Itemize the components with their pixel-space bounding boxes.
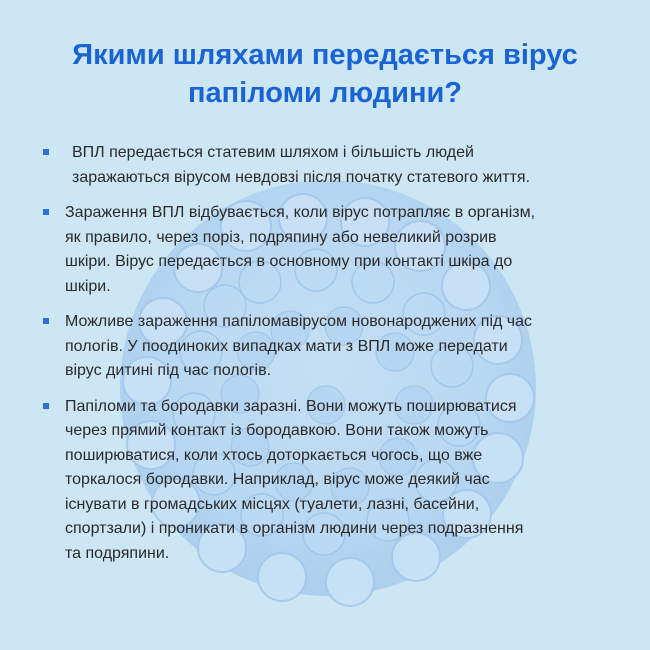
text-line: заражаються вірусом невдовзі після початку статевого життя. (72, 168, 531, 186)
text-line: Можливе зараження папіломавірусом новонароджених під час (65, 313, 533, 330)
text-line: Зараження ВПЛ відбувається, коли вірус потрапляє в організм, (65, 204, 536, 221)
list-item (40, 201, 620, 299)
square-bullet-icon (43, 318, 49, 324)
square-bullet-icon (43, 209, 49, 215)
text-line: торкалося бородавки. Наприклад, вірус може деякий час (65, 471, 490, 488)
text-line: Папіломи та бородавки заразні. Вони можуть поширюватися (65, 397, 517, 415)
text-line: пологів. У поодиноких випадках мати з ВПЛ може передати (65, 337, 508, 355)
text-line: спортзали) і проникати в організм людини через подразнення (65, 520, 524, 537)
list-item (40, 141, 620, 190)
list-item-text (65, 201, 620, 299)
list-item (40, 310, 620, 384)
transmission-list (40, 141, 620, 577)
list-item-text (65, 141, 620, 190)
title-line: Якими шляхами передається вірус (72, 39, 578, 71)
text-line: як правило, через поріз, подряпину або невеликий розрив (65, 228, 497, 246)
title-line: папіломи людини? (187, 77, 463, 109)
text-line: поширюватися, коли хтось доторкається чогось, що вже (65, 446, 483, 464)
text-line: через прямий контакт із бородавкою. Вони також можуть (65, 422, 489, 439)
text-line: шкіри. (65, 277, 111, 295)
text-line: вірус дитині під час пологів. (65, 362, 272, 379)
text-line: та подряпини. (65, 544, 170, 562)
square-bullet-icon (43, 149, 49, 155)
list-item (40, 395, 620, 567)
text-line: існувати в громадських місцях (туалети, лазні, басейни, (65, 495, 480, 513)
list-item-text (65, 395, 620, 567)
page-title (30, 36, 620, 112)
text-line: ВПЛ передається статевим шляхом і більшість людей (72, 144, 474, 161)
text-line: шкіри. Вірус передається в основному при контакті шкіра до (65, 253, 513, 270)
square-bullet-icon (43, 403, 49, 409)
list-item-text (65, 310, 620, 384)
